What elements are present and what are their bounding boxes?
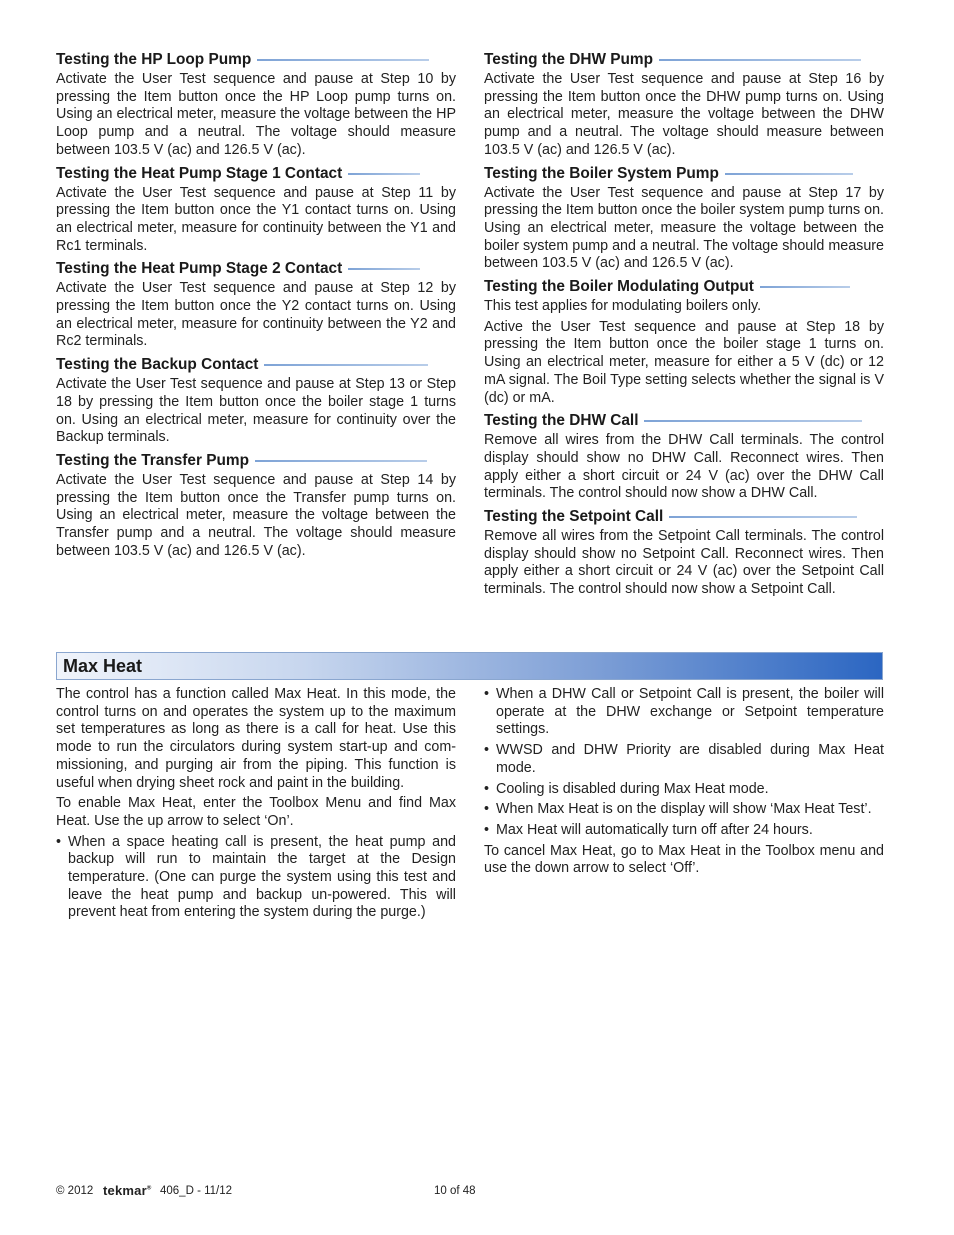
section-body: This test applies for modulating boilers only. — [484, 298, 762, 315]
heading-rule — [760, 286, 850, 288]
heading-rule — [725, 173, 853, 175]
list-item — [484, 801, 884, 819]
bullet-text: WWSD and DHW Priority are disabled during Max Heat mode. — [496, 742, 884, 776]
bullet-text: When a DHW Call or Setpoint Call is present, the boiler will operate at the DHW exchange or Setpoint temperature settings. — [496, 686, 884, 738]
section-body-2: Active the User Test sequence and pause at Step 18 by pressing the Item button once the boiler stage 1 turns on. Using an electrical meter, measure for either a 5 V (dc) or 12 mA signal. The Boil Type setting selects whether the signal is V (dc) or mA. — [484, 318, 884, 406]
bullet-text: When Max Heat is on the display will show ‘Max Heat Test’. — [496, 801, 872, 818]
section-heading: Testing the Heat Pump Stage 2 Contact — [56, 260, 343, 278]
max-heat-banner — [56, 652, 883, 680]
section-heading: Testing the Boiler System Pump — [484, 164, 719, 182]
section-heading: Testing the Transfer Pump — [56, 451, 249, 469]
section-heading: Testing the Backup Contact — [56, 356, 259, 374]
list-item — [484, 742, 884, 777]
section-hp-loop-pump — [56, 50, 456, 160]
section-body: Activate the User Test sequence and pause at Step 11 by pressing the Item button once the Y1 contact turns on. Using an electrical meter, measure for continuity between the Y1 and Rc1 terminals. — [56, 184, 456, 254]
section-body: Activate the User Test sequence and pause at Step 17 by pressing the Item button once the boiler system pump turns on. Using an electrical meter, measure the voltage between the boiler system pump and a neutral. The voltage should measure between 103.5 V (ac) and 126.5 V (ac). — [484, 184, 884, 272]
section-transfer-pump — [56, 451, 456, 561]
bullet-icon: • — [484, 821, 490, 838]
bullet-icon: • — [484, 742, 490, 759]
section-boiler-modulating-output — [484, 277, 884, 407]
heading-rule — [257, 59, 429, 61]
list-item — [484, 781, 884, 799]
section-body: Activate the User Test sequence and pause at Step 10 by pressing the Item button once the HP Loop pump turns on. Using an electrical meter, measure the voltage between the HP Loop pump and a neutral. The voltage should measure between 103.5 V (ac) and 126.5 V (ac). — [56, 71, 456, 158]
left-column — [56, 50, 456, 564]
section-heading: Testing the DHW Call — [484, 412, 639, 430]
section-body: Remove all wires from the DHW Call terminals. The control display should show no DHW Call. Reconnect wires. Then apply either a short circuit or 24 V (ac) over the DHW Call terminals. The control should now show a DHW Call. — [484, 432, 884, 502]
bullet-icon: • — [484, 686, 490, 702]
section-heading: Testing the DHW Pump — [484, 51, 654, 68]
bullet-icon: • — [56, 833, 62, 850]
max-heat-cancel: To cancel Max Heat, go to Max Heat in the Toolbox menu and use the down arrow to select ‘Off’. — [484, 842, 884, 877]
heading-rule — [348, 268, 420, 270]
section-heat-pump-stage-1 — [56, 164, 456, 256]
page-number: 10 of 48 — [434, 1185, 476, 1197]
section-heading: Testing the Setpoint Call — [484, 508, 664, 526]
section-body: Activate the User Test sequence and pause at Step 13 or Step 18 by pressing the Item button once the boiler stage 1 turns on. Using an electrical meter, measure for continuity over the Backup terminals. — [56, 376, 456, 446]
max-heat-enable: To enable Max Heat, enter the Toolbox Menu and find Max Heat. Use the up arrow to select ‘On’. — [56, 795, 456, 829]
section-backup-contact — [56, 355, 456, 447]
section-heading: Testing the HP Loop Pump — [56, 51, 252, 68]
bullet-icon: • — [484, 780, 490, 797]
section-dhw-call — [484, 411, 884, 503]
max-heat-title: Max Heat — [63, 656, 143, 676]
heading-rule — [264, 364, 428, 366]
list-item — [56, 834, 456, 923]
section-dhw-pump — [484, 50, 884, 160]
max-heat-intro: The control has a function called Max Heat. In this mode, the control turns on and operates the system up to the maximum set temperatures as long as there is a call for heat. Use this mode to run the circulators during system start-up and com-missioning, and purging air from the piping. This function is useful when drying sheet rock and paint in the building. — [56, 686, 456, 791]
section-body: Activate the User Test sequence and pause at Step 14 by pressing the Item button once the Transfer pump turns on. Using an electrical meter, measure the voltage between the Transfer pump and a neutral. The voltage should measure between 103.5 V (ac) and 126.5 V (ac). — [56, 471, 456, 559]
section-heat-pump-stage-2 — [56, 259, 456, 351]
brand-mark: ® — [146, 1185, 152, 1192]
max-heat-right-column — [484, 686, 884, 881]
page-footer — [56, 1185, 756, 1201]
bullet-icon: • — [484, 801, 490, 818]
section-heading: Testing the Boiler Modulating Output — [484, 278, 754, 296]
list-item — [484, 686, 884, 739]
list-item — [484, 822, 884, 840]
section-body: Activate the User Test sequence and pause at Step 12 by pressing the Item button once the Y2 contact turns on. Using an electrical meter, measure for continuity between the Y2 and Rc2 terminals. — [56, 280, 456, 350]
brand-logo — [103, 1183, 151, 1198]
bullet-text: When a space heating call is present, the heat pump and backup will run to maintain the target at the Design temperature. (One can purge the system using this test and leave the heat pump and backup un-powered. This will prevent heat from entering the system during the purge.) — [68, 833, 456, 921]
section-body: Remove all wires from the Setpoint Call terminals. The control display should show no Setpoint Call. Reconnect wires. Then apply either a short circuit or 24 V (ac) over the Setpoint Call terminals. The control should now show a Setpoint Call. — [484, 528, 884, 598]
heading-rule — [644, 420, 862, 422]
heading-rule — [255, 460, 427, 462]
max-heat-left-column — [56, 686, 456, 925]
heading-rule — [659, 59, 861, 61]
heading-rule — [348, 173, 420, 175]
section-boiler-system-pump — [484, 164, 884, 274]
bullet-text: Cooling is disabled during Max Heat mode. — [496, 780, 769, 797]
right-column — [484, 50, 884, 603]
document-code: 406_D - 11/12 — [160, 1185, 233, 1197]
copyright: © 2012 — [56, 1185, 94, 1197]
bullet-text: Max Heat will automatically turn off after 24 hours. — [496, 821, 813, 838]
heading-rule — [669, 516, 857, 518]
brand-name: tekmar — [103, 1183, 147, 1198]
section-heading: Testing the Heat Pump Stage 1 Contact — [56, 164, 343, 182]
section-setpoint-call — [484, 507, 884, 599]
section-body: Activate the User Test sequence and pause at Step 16 by pressing the Item button once the DHW pump turns on. Using an electrical meter, measure the voltage between the DHW pump and a neutral. The voltage should measure between 103.5 V (ac) and 126.5 V (ac). — [484, 71, 884, 158]
